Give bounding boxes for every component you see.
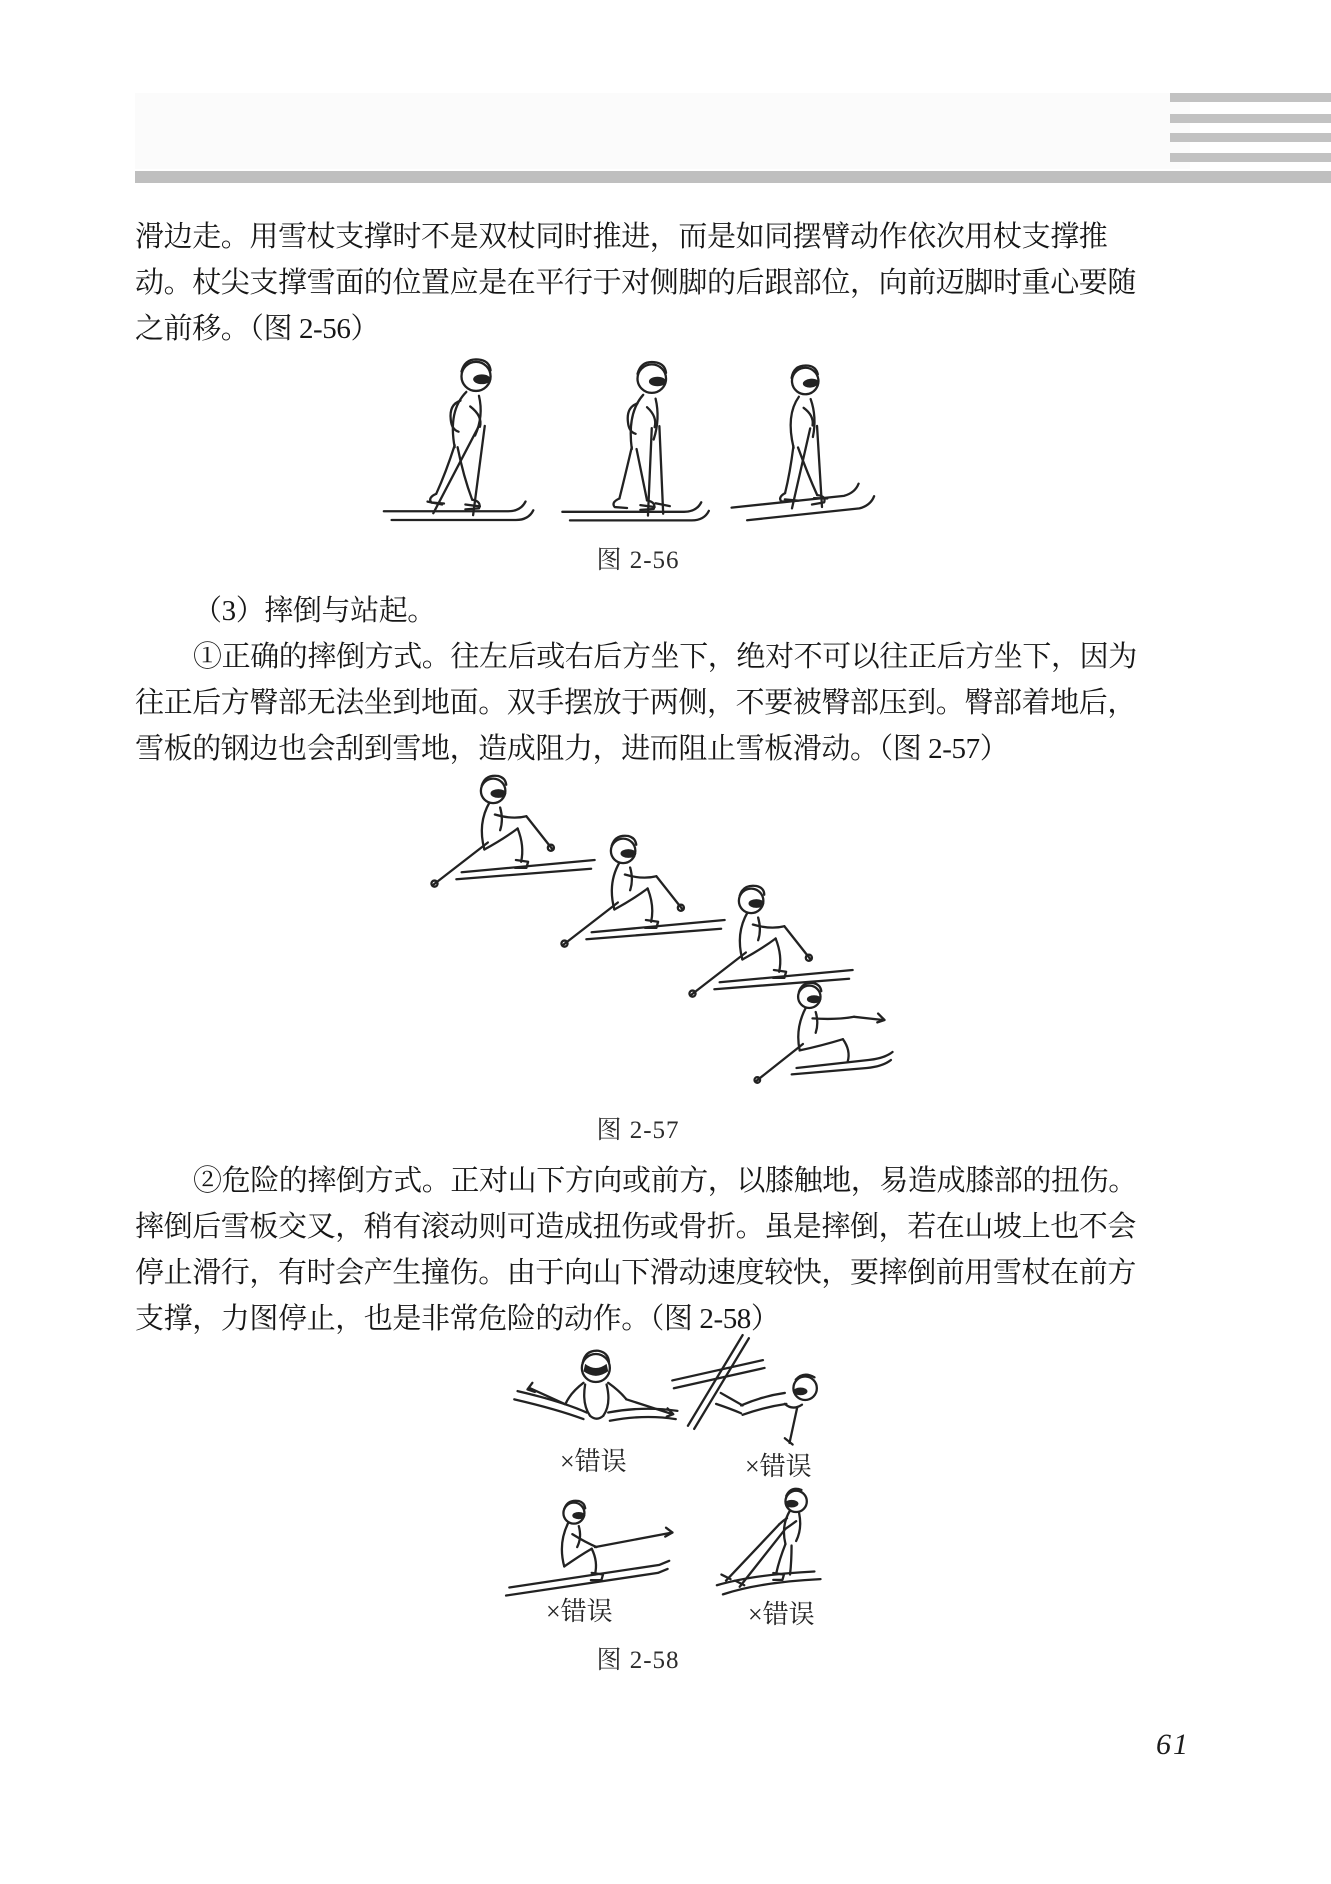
- header-accent-bar: [1170, 153, 1331, 162]
- skier-walking-illustration: [378, 348, 543, 528]
- text-line: 摔倒后雪板交叉，稍有滚动则可造成扭伤或骨折。虽是摔倒，若在山坡上也不会: [135, 1211, 1137, 1243]
- page-number: 61: [1156, 1728, 1190, 1761]
- skier-walking-illustration: [714, 343, 882, 536]
- header-band: [135, 93, 1190, 169]
- error-label: ×错误: [748, 1600, 815, 1629]
- skier-sitting-illustration: [735, 972, 930, 1100]
- header-rule: [135, 171, 1331, 183]
- figure-caption: 图 2-58: [596, 1647, 680, 1674]
- text-line: 停止滑行，有时会产生撞伤。由于向山下滑动速度较快，要摔倒前用雪杖在前方: [135, 1257, 1137, 1289]
- skier-walking-illustration: [555, 352, 720, 528]
- text-line: 之前移。（图 2-56）: [135, 313, 380, 345]
- error-label: ×错误: [546, 1597, 613, 1626]
- paragraph: [135, 634, 1155, 772]
- text-line: 支撑，力图停止，也是非常危险的动作。（图 2-58）: [135, 1303, 780, 1335]
- text-line: ②危险的摔倒方式。正对山下方向或前方，以膝触地，易造成膝部的扭伤。: [193, 1165, 1137, 1197]
- error-label: ×错误: [560, 1447, 627, 1476]
- text-line: 往正后方臀部无法坐到地面。双手摆放于两侧，不要被臀部压到。臀部着地后，: [135, 687, 1137, 719]
- figure-caption: 图 2-57: [596, 1117, 680, 1144]
- skier-crossed-skis-fall-illustration: [662, 1332, 842, 1457]
- figure-caption: 图 2-56: [596, 547, 680, 574]
- text-line: 动。杖尖支撑雪面的位置应是在平行于对侧脚的后跟部位，向前迈脚时重心要随: [135, 267, 1137, 299]
- paragraph: [135, 1158, 1155, 1342]
- header-accent-bar: [1170, 93, 1331, 102]
- section-heading: （3）摔倒与站起。: [193, 595, 436, 627]
- text-line: ①正确的摔倒方式。往左后或右后方坐下，绝对不可以往正后方坐下，因为: [193, 641, 1137, 673]
- skier-sitting-back-illustration: [495, 1497, 690, 1602]
- paragraph: [135, 214, 1155, 352]
- header-accent-bar: [1170, 114, 1331, 123]
- text-line: 滑边走。用雪杖支撑时不是双杖同时推进，而是如同摆臂动作依次用杖支撑推: [135, 221, 1108, 253]
- header-accent-bar: [1170, 133, 1331, 142]
- error-label: ×错误: [745, 1452, 812, 1481]
- text-line: 雪板的钢边也会刮到雪地，造成阻力，进而阻止雪板滑动。（图 2-57）: [135, 733, 1009, 765]
- skier-bracing-fall-illustration: [700, 1480, 845, 1602]
